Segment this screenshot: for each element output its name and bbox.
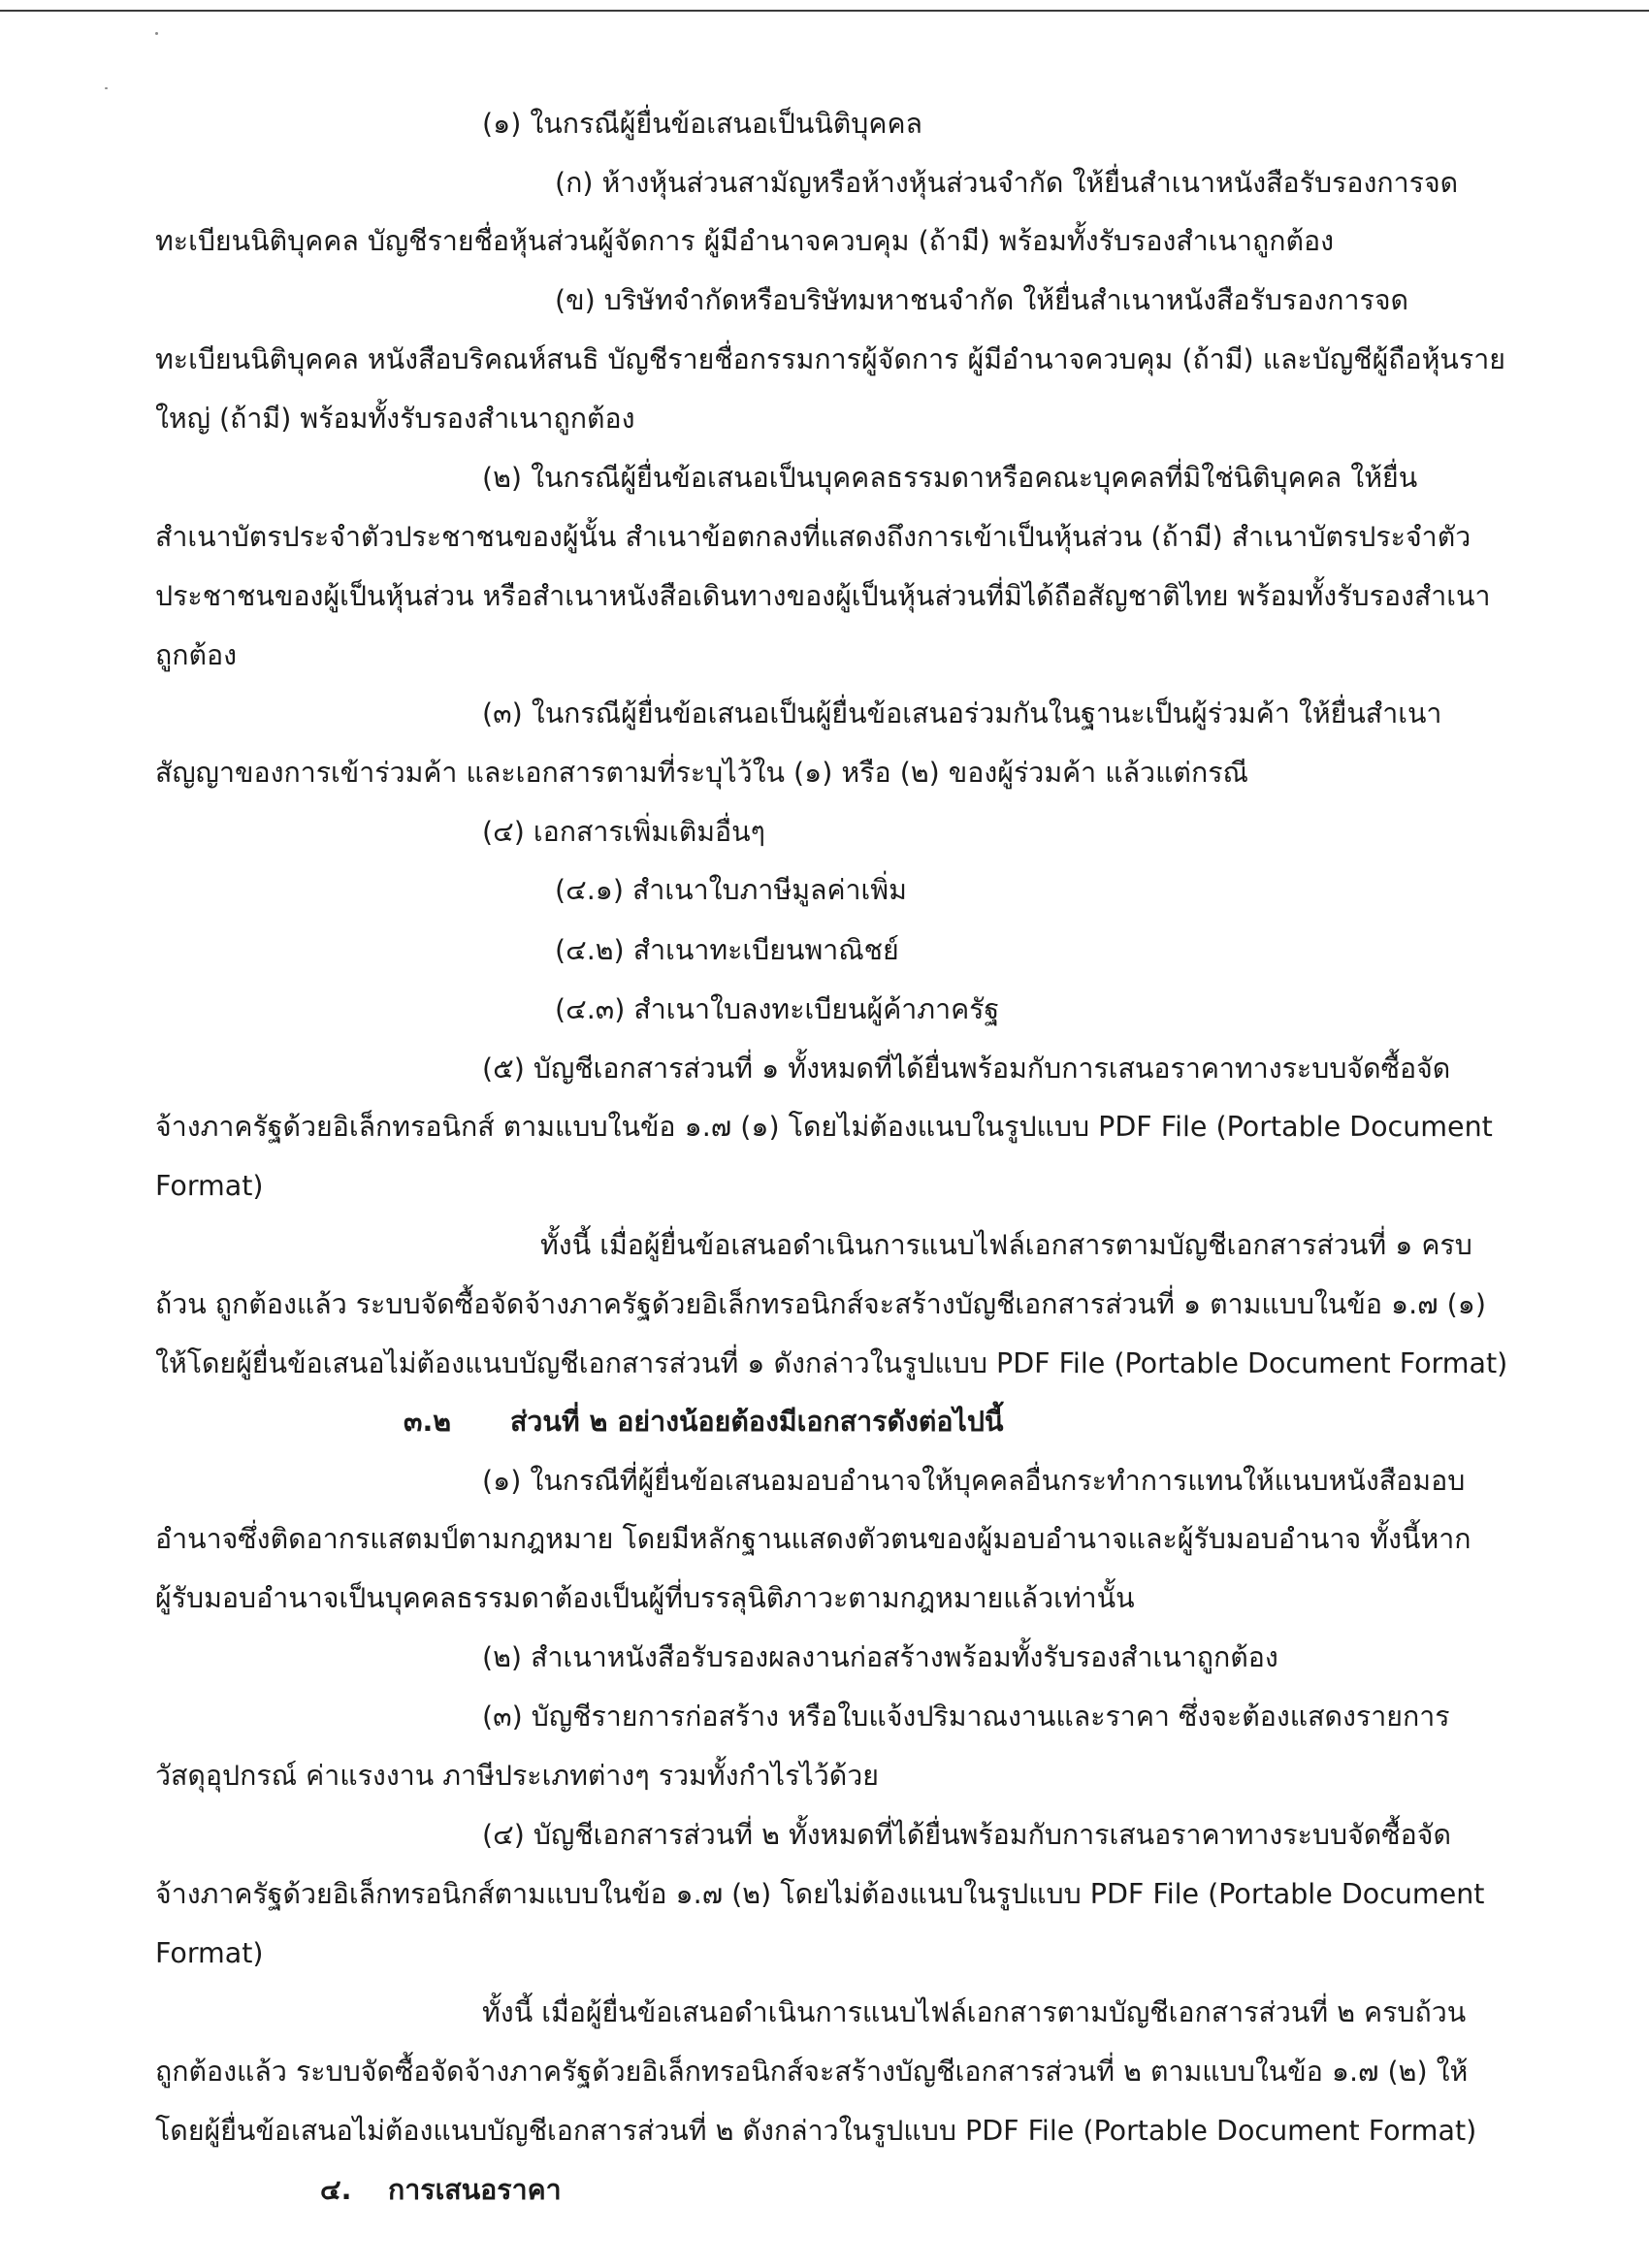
text-line: ถูกต้อง [155, 639, 238, 671]
text-line: โดยผู้ยื่นข้อเสนอไม่ต้องแนบบัญชีเอกสารส่วนที่ ๒ ดังกล่าวในรูปแบบ PDF File (Portable Document Format) [155, 2115, 1477, 2147]
text-line: จ้างภาครัฐด้วยอิเล็กทรอนิกส์ตามแบบในข้อ ๑.๗ (๒) โดยไม่ต้องแนบในรูปแบบ PDF File (Portable Document [155, 1878, 1485, 1910]
text-line: ถูกต้องแล้ว ระบบจัดซื้อจัดจ้างภาครัฐด้วยอิเล็กทรอนิกส์จะสร้างบัญชีเอกสารส่วนที่ ๒ ตามแบบในข้อ ๑.๗ (๒) ให้ [155, 2056, 1469, 2088]
text-line: (๓) ในกรณีผู้ยื่นข้อเสนอเป็นผู้ยื่นข้อเสนอร่วมกันในฐานะเป็นผู้ร่วมค้า ให้ยื่นสำเนา [482, 697, 1442, 729]
text-line: (๔) เอกสารเพิ่มเติมอื่นๆ [482, 816, 765, 848]
text-line: สัญญาของการเข้าร่วมค้า และเอกสารตามที่ระบุไว้ใน (๑) หรือ (๒) ของผู้ร่วมค้า แล้วแต่กรณี [155, 757, 1248, 789]
text-line: ผู้รับมอบอำนาจเป็นบุคคลธรรมดาต้องเป็นผู้ที่บรรลุนิติภาวะตามกฎหมายแล้วเท่านั้น [155, 1582, 1135, 1614]
text-line: วัสดุอุปกรณ์ ค่าแรงงาน ภาษีประเภทต่างๆ รวมทั้งกำไรไว้ด้วย [155, 1760, 879, 1792]
text-line: ให้โดยผู้ยื่นข้อเสนอไม่ต้องแนบบัญชีเอกสารส่วนที่ ๑ ดังกล่าวในรูปแบบ PDF File (Portable Document Format) [155, 1347, 1508, 1379]
text-line: ทั้งนี้ เมื่อผู้ยื่นข้อเสนอดำเนินการแนบไฟล์เอกสารตามบัญชีเอกสารส่วนที่ ๑ ครบ [540, 1229, 1472, 1261]
text-line: (๒) สำเนาหนังสือรับรองผลงานก่อสร้างพร้อมทั้งรับรองสำเนาถูกต้อง [482, 1641, 1278, 1673]
text-line: Format) [155, 1937, 264, 1969]
section-number: ๔. [320, 2174, 352, 2206]
text-line: (ข) บริษัทจำกัดหรือบริษัทมหาชนจำกัด ให้ยื่นสำเนาหนังสือรับรองการจด [555, 284, 1409, 316]
text-line: (ก) ห้างหุ้นส่วนสามัญหรือห้างหุ้นส่วนจำกัด ให้ยื่นสำเนาหนังสือรับรองการจด [555, 167, 1459, 199]
text-line: (๕) บัญชีเอกสารส่วนที่ ๑ ทั้งหมดที่ได้ยื่นพร้อมกับการเสนอราคาทางระบบจัดซื้อจัด [482, 1053, 1451, 1085]
section-heading [320, 2172, 562, 2209]
scan-speck [105, 87, 108, 89]
section-number: ๓.๒ [404, 1406, 452, 1438]
scan-speck [155, 32, 158, 35]
text-line: (๑) ในกรณีผู้ยื่นข้อเสนอเป็นนิติบุคคล [482, 108, 922, 140]
section-heading [404, 1404, 1003, 1441]
text-line: (๔.๑) สำเนาใบภาษีมูลค่าเพิ่ม [555, 874, 907, 906]
text-line: จ้างภาครัฐด้วยอิเล็กทรอนิกส์ ตามแบบในข้อ ๑.๗ (๑) โดยไม่ต้องแนบในรูปแบบ PDF File (Portable Document [155, 1111, 1493, 1143]
text-line: (๓) บัญชีรายการก่อสร้าง หรือใบแจ้งปริมาณงานและราคา ซึ่งจะต้องแสดงรายการ [482, 1701, 1450, 1733]
text-line: (๔.๓) สำเนาใบลงทะเบียนผู้ค้าภาครัฐ [555, 993, 1000, 1025]
text-line: (๒) ในกรณีผู้ยื่นข้อเสนอเป็นบุคคลธรรมดาหรือคณะบุคคลที่มิใช่นิติบุคคล ให้ยื่น [482, 462, 1418, 494]
text-line: ทะเบียนนิติบุคคล บัญชีรายชื่อหุ้นส่วนผู้จัดการ ผู้มีอำนาจควบคุม (ถ้ามี) พร้อมทั้งรับรองสำเนาถูกต้อง [155, 225, 1335, 257]
section-title: การเสนอราคา [388, 2174, 562, 2206]
text-line: ใหญ่ (ถ้ามี) พร้อมทั้งรับรองสำเนาถูกต้อง [155, 403, 635, 435]
text-line: (๔.๒) สำเนาทะเบียนพาณิชย์ [555, 934, 899, 966]
section-title: ส่วนที่ ๒ อย่างน้อยต้องมีเอกสารดังต่อไปนี้ [510, 1406, 1004, 1438]
text-line: อำนาจซึ่งติดอากรแสตมป์ตามกฎหมาย โดยมีหลักฐานแสดงตัวตนของผู้มอบอำนาจและผู้รับมอบอำนาจ ทั้งนี้หาก [155, 1523, 1471, 1555]
text-line: (๔) บัญชีเอกสารส่วนที่ ๒ ทั้งหมดที่ได้ยื่นพร้อมกับการเสนอราคาทางระบบจัดซื้อจัด [482, 1819, 1451, 1851]
text-line: สำเนาบัตรประจำตัวประชาชนของผู้นั้น สำเนาข้อตกลงที่แสดงถึงการเข้าเป็นหุ้นส่วน (ถ้ามี) สำเนาบัตรประจำตัว [155, 521, 1471, 553]
text-line: ทะเบียนนิติบุคคล หนังสือบริคณห์สนธิ บัญชีรายชื่อกรรมการผู้จัดการ ผู้มีอำนาจควบคุม (ถ้ามี) และบัญชีผู้ถือหุ้นราย [155, 343, 1505, 375]
scan-top-edge [0, 10, 1649, 12]
text-line: ประชาชนของผู้เป็นหุ้นส่วน หรือสำเนาหนังสือเดินทางของผู้เป็นหุ้นส่วนที่มิได้ถือสัญชาติไทย พร้อมทั้งรับรองสำเนา [155, 580, 1491, 612]
text-line: ถ้วน ถูกต้องแล้ว ระบบจัดซื้อจัดจ้างภาครัฐด้วยอิเล็กทรอนิกส์จะสร้างบัญชีเอกสารส่วนที่ ๑ ตามแบบในข้อ ๑.๗ (๑) [155, 1288, 1486, 1320]
text-line: ทั้งนี้ เมื่อผู้ยื่นข้อเสนอดำเนินการแนบไฟล์เอกสารตามบัญชีเอกสารส่วนที่ ๒ ครบถ้วน [482, 1996, 1467, 2028]
text-line: Format) [155, 1170, 264, 1202]
text-line: (๑) ในกรณีที่ผู้ยื่นข้อเสนอมอบอำนาจให้บุคคลอื่นกระทำการแทนให้แนบหนังสือมอบ [482, 1465, 1466, 1497]
